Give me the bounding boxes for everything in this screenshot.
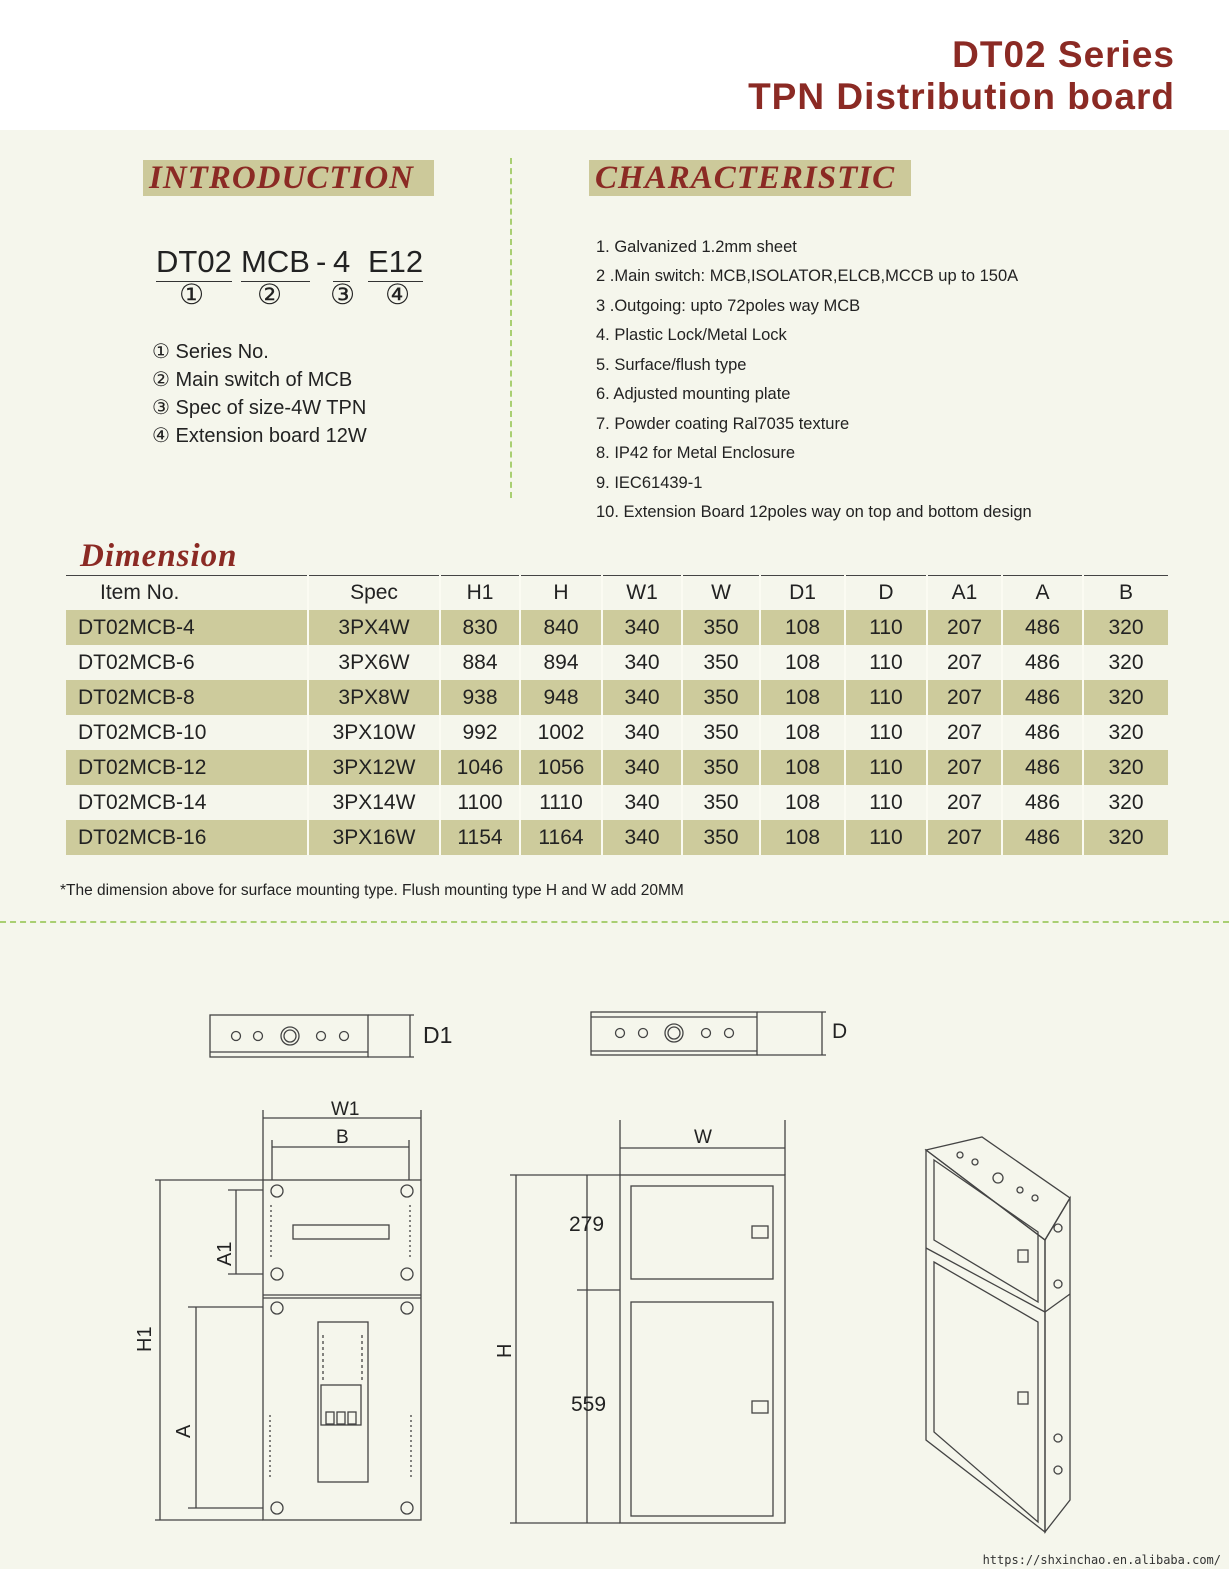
table-cell: 486 (1002, 715, 1083, 750)
table-cell: DT02MCB-16 (66, 820, 308, 855)
characteristic-item: 3 .Outgoing: upto 72poles way MCB (596, 297, 861, 315)
table-cell: 884 (440, 645, 520, 680)
technical-drawings (0, 930, 1229, 1550)
characteristic-item: 6. Adjusted mounting plate (596, 385, 791, 403)
table-cell: 207 (927, 750, 1002, 785)
table-cell: 110 (845, 750, 927, 785)
table-cell: 3PX8W (308, 680, 440, 715)
label-a1: A1 (214, 1241, 236, 1266)
product-title: TPN Distribution board (748, 76, 1175, 117)
characteristic-item: 7. Powder coating Ral7035 texture (596, 415, 850, 433)
table-cell: 3PX10W (308, 715, 440, 750)
table-cell: 320 (1083, 820, 1168, 855)
legend-item: ② Main switch of MCB (152, 369, 353, 391)
label-w: W (694, 1127, 712, 1148)
dimension-footnote: *The dimension above for surface mounting type. Flush mounting type H and W add 20MM (60, 882, 684, 899)
table-row (66, 785, 1168, 820)
table-cell: 1100 (440, 785, 520, 820)
introduction-heading: INTRODUCTION (143, 160, 434, 196)
perspective-view (926, 1137, 1070, 1532)
col-header-w: W (682, 576, 760, 611)
table-cell: 110 (845, 715, 927, 750)
characteristic-heading: CHARACTERISTIC (589, 160, 911, 196)
table-cell: 938 (440, 680, 520, 715)
table-cell: DT02MCB-4 (66, 610, 308, 645)
label-a: A (173, 1424, 195, 1438)
marker-3: ③ (330, 279, 356, 310)
column-divider (510, 158, 512, 498)
table-cell: 350 (682, 610, 760, 645)
label-d: D (832, 1020, 848, 1043)
col-header-h: H (520, 576, 602, 611)
characteristic-item: 4. Plastic Lock/Metal Lock (596, 326, 787, 344)
code-size: 4 (333, 244, 350, 282)
characteristic-item: 5. Surface/flush type (596, 356, 747, 374)
label-upper-height: 279 (569, 1213, 605, 1236)
table-cell: 486 (1002, 750, 1083, 785)
table-cell: 108 (760, 645, 845, 680)
table-cell: 108 (760, 680, 845, 715)
label-h: H (494, 1343, 516, 1358)
table-cell: 3PX4W (308, 610, 440, 645)
table-cell: 110 (845, 610, 927, 645)
table-cell: 340 (602, 680, 682, 715)
col-header-b: B (1083, 576, 1168, 611)
col-header-d1: D1 (760, 576, 845, 611)
page-header (0, 0, 1229, 130)
series-title: DT02 Series (952, 34, 1175, 75)
marker-4: ④ (385, 279, 411, 310)
table-cell: 110 (845, 645, 927, 680)
label-d1: D1 (423, 1022, 453, 1048)
table-cell: 110 (845, 820, 927, 855)
table-cell: 350 (682, 820, 760, 855)
table-row (66, 680, 1168, 715)
characteristic-item: 8. IP42 for Metal Enclosure (596, 444, 796, 462)
marker-2: ② (257, 279, 283, 310)
col-header-item: Item No. (100, 581, 180, 604)
table-cell: DT02MCB-12 (66, 750, 308, 785)
label-lower-height: 559 (571, 1393, 607, 1416)
table-cell: 108 (760, 820, 845, 855)
table-cell: 320 (1083, 680, 1168, 715)
table-cell: 207 (927, 785, 1002, 820)
table-cell: 1110 (520, 785, 602, 820)
table-cell: DT02MCB-6 (78, 650, 195, 674)
table-cell: 486 (1002, 680, 1083, 715)
table-cell: 340 (602, 820, 682, 855)
table-cell: 207 (927, 680, 1002, 715)
table-cell: 108 (760, 610, 845, 645)
table-cell: 320 (1083, 715, 1168, 750)
table-row (66, 715, 1168, 750)
legend-item: ③ Spec of size-4W TPN (152, 397, 367, 419)
table-cell: 108 (760, 750, 845, 785)
table-cell: 1164 (520, 820, 602, 855)
table-cell: 486 (1002, 785, 1083, 820)
code-extension: E12 (368, 244, 423, 282)
legend-item: ① Series No. (152, 341, 269, 363)
table-cell: 340 (602, 750, 682, 785)
table-cell: 486 (1002, 820, 1083, 855)
table-cell: 340 (602, 610, 682, 645)
table-cell: 1056 (520, 750, 602, 785)
table-row (66, 645, 1168, 680)
table-row (66, 610, 1168, 645)
table-cell: 350 (682, 680, 760, 715)
characteristic-item: 10. Extension Board 12poles way on top and bottom design (596, 503, 1032, 521)
table-cell: 3PX6W (308, 645, 440, 680)
table-cell: 3PX14W (308, 785, 440, 820)
col-header-spec: Spec (308, 576, 440, 611)
table-cell: 207 (927, 610, 1002, 645)
table-cell: 1154 (440, 820, 520, 855)
table-header-row (66, 576, 1168, 611)
table-cell: DT02MCB-14 (78, 790, 207, 814)
table-cell: 207 (927, 715, 1002, 750)
table-cell: 110 (845, 680, 927, 715)
characteristic-item: 2 .Main switch: MCB,ISOLATOR,ELCB,MCCB up to 150A (596, 267, 1019, 285)
dimension-table (66, 575, 1168, 855)
label-b: B (336, 1127, 349, 1148)
label-w1: W1 (331, 1099, 360, 1120)
table-cell: 207 (927, 645, 1002, 680)
table-cell: 486 (1002, 610, 1083, 645)
code-switch: MCB (241, 244, 310, 282)
table-cell: 110 (845, 785, 927, 820)
table-cell: 1046 (440, 750, 520, 785)
table-cell: 350 (682, 645, 760, 680)
table-row (66, 750, 1168, 785)
top-view-enclosure (591, 1012, 826, 1055)
top-view-extension (210, 1015, 414, 1057)
table-cell: 340 (602, 785, 682, 820)
characteristic-item: 9. IEC61439-1 (596, 474, 703, 492)
table-cell: 108 (760, 785, 845, 820)
footer-url: https://shxinchao.en.alibaba.com/ (982, 1553, 1221, 1567)
table-row (66, 820, 1168, 855)
col-header-d: D (845, 576, 927, 611)
table-cell: 320 (1083, 750, 1168, 785)
code-series: DT02 (156, 244, 232, 282)
section-divider (0, 921, 1229, 923)
table-cell: 207 (927, 820, 1002, 855)
col-header-h1: H1 (440, 576, 520, 611)
table-cell: 320 (1083, 785, 1168, 820)
table-cell: DT02MCB-10 (78, 720, 207, 744)
col-header-w1: W1 (602, 576, 682, 611)
table-cell: 320 (1083, 645, 1168, 680)
table-cell: 340 (602, 645, 682, 680)
table-cell: 350 (682, 750, 760, 785)
characteristic-item: 1. Galvanized 1.2mm sheet (596, 238, 797, 256)
table-cell: 992 (440, 715, 520, 750)
front-view-enclosure (510, 1120, 785, 1523)
table-cell: 830 (440, 610, 520, 645)
col-header-a1: A1 (927, 576, 1002, 611)
table-cell: DT02MCB-8 (66, 680, 308, 715)
table-cell: 340 (602, 715, 682, 750)
table-cell: 840 (520, 610, 602, 645)
dimension-heading: Dimension (80, 538, 238, 574)
table-cell: 320 (1083, 610, 1168, 645)
table-cell: 486 (1002, 645, 1083, 680)
table-cell: 1002 (520, 715, 602, 750)
marker-1: ① (179, 279, 205, 310)
table-cell: 894 (520, 645, 602, 680)
code-dash: - (316, 244, 327, 279)
table-cell: 350 (682, 715, 760, 750)
table-cell: 3PX16W (308, 820, 440, 855)
front-view-internal (155, 1110, 421, 1520)
table-cell: 948 (520, 680, 602, 715)
table-cell: 108 (760, 715, 845, 750)
table-cell: 3PX12W (308, 750, 440, 785)
label-h1: H1 (134, 1326, 156, 1352)
table-cell: 350 (682, 785, 760, 820)
col-header-a: A (1002, 576, 1083, 611)
legend-item: ④ Extension board 12W (152, 425, 367, 447)
